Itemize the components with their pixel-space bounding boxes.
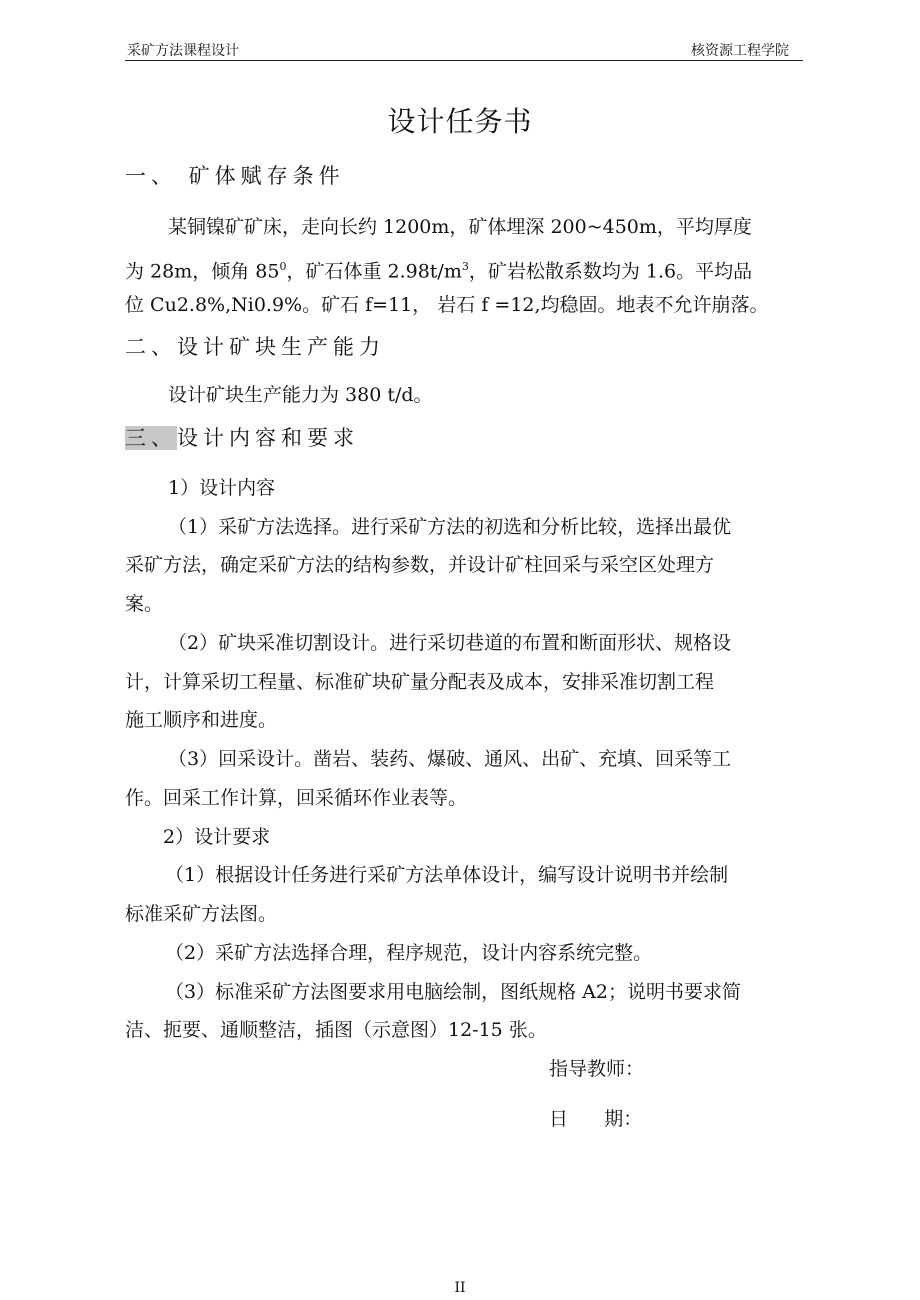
section3-heading-number: 三、 xyxy=(125,426,177,450)
requirements-title: 2）设计要求 xyxy=(163,826,271,848)
document-title: 设计任务书 xyxy=(387,105,533,138)
item3-line-1: （3）回采设计。凿岩、装药、爆破、通风、出矿、充填、回采等工 xyxy=(168,748,732,770)
item2-line-3: 施工顺序和进度。 xyxy=(125,709,278,731)
req1-line-1: （1）根据设计任务进行采矿方法单体设计，编写设计说明书并绘制 xyxy=(165,864,729,886)
req3-line-2: 洁、扼要、通顺整洁，插图（示意图）12-15 张。 xyxy=(125,1019,547,1041)
req2-line: （2）采矿方法选择合理，程序规范，设计内容系统完整。 xyxy=(165,942,653,964)
content-title: 1）设计内容 xyxy=(168,477,276,499)
req1-line-2: 标准采矿方法图。 xyxy=(125,903,278,925)
req3-line-1: （3）标准采矿方法图要求用电脑绘制，图纸规格 A2；说明书要求简 xyxy=(165,981,741,1003)
item1-line-3: 案。 xyxy=(125,593,164,615)
page-header xyxy=(125,38,803,61)
item2-line-1: （2）矿块采准切割设计。进行采切巷道的布置和断面形状、规格设 xyxy=(168,632,732,654)
date-label: 日 期： xyxy=(549,1108,643,1130)
header-course-title: 采矿方法课程设计 xyxy=(127,43,239,59)
page-number: II xyxy=(454,1280,466,1296)
item3-line-2: 作。回采工作计算，回采循环作业表等。 xyxy=(125,787,468,809)
section1-line-3: 位 Cu2.8%,Ni0.9%。矿石 f=11， 岩石 f =12,均稳固。地表不允许崩落。 xyxy=(125,294,769,316)
section1-line-1: 某铜镍矿矿床，走向长约 1200m，矿体埋深 200~450m，平均厚度 xyxy=(168,216,752,238)
item2-line-2: 计，计算采切工程量、标准矿块矿量分配表及成本，安排采准切割工程 xyxy=(125,671,715,693)
section1-line-2: 为 28m，倾角 $85^0$，矿石体重 $2.98t/m^3$，矿岩松散系数均为 1.6。平均品 xyxy=(125,260,753,283)
section3-heading xyxy=(125,425,359,451)
section1-heading: 一、 矿体赋存条件 xyxy=(125,164,345,188)
section2-heading: 二、设计矿块生产能力 xyxy=(125,335,385,359)
item1-line-2: 采矿方法，确定采矿方法的结构参数，并设计矿柱回采与采空区处理方 xyxy=(125,554,715,576)
item1-line-1: （1）采矿方法选择。进行采矿方法的初选和分析比较，选择出最优 xyxy=(168,516,732,538)
header-school-name: 核资源工程学院 xyxy=(691,43,789,59)
section2-text: 设计矿块生产能力为 380 t/d。 xyxy=(168,384,433,406)
section3-heading-text: 设计内容和要求 xyxy=(177,426,359,450)
instructor-label: 指导教师： xyxy=(549,1058,645,1080)
